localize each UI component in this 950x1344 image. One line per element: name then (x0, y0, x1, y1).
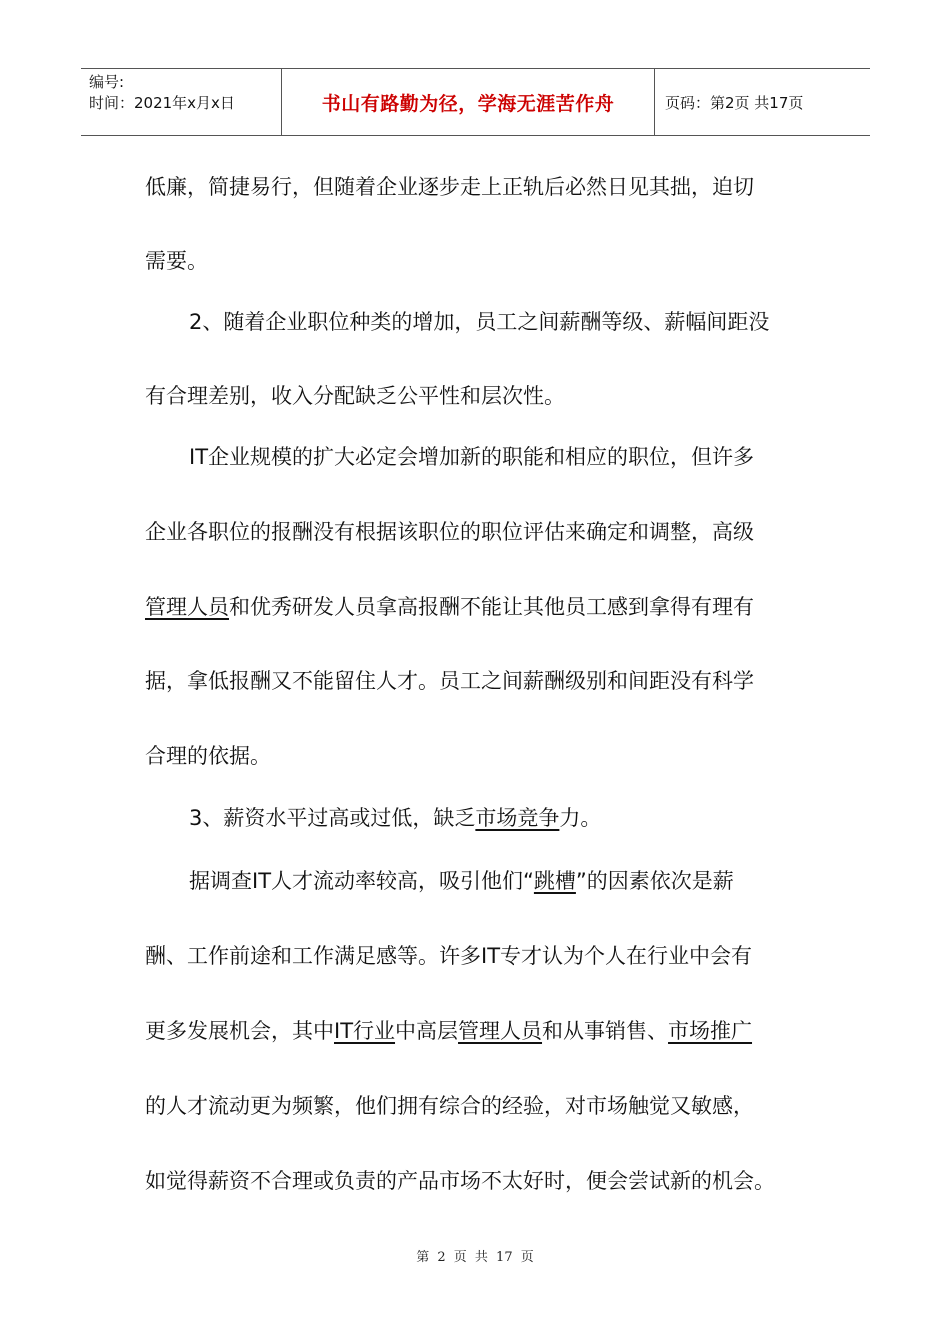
header-table (81, 68, 870, 136)
number-label: 编号: (89, 73, 125, 91)
text-span: 3、薪资水平过高或过低，缺乏 (189, 806, 476, 830)
link-management-staff[interactable]: 管理人员 (145, 595, 229, 619)
link-market-competition[interactable]: 市场竞争 (475, 806, 560, 830)
text-line: 合理的依据。 (145, 744, 271, 768)
text-line: 需要。 (145, 249, 208, 273)
text-line: 的人才流动更为频繁，他们拥有综合的经验，对市场触觉又敏感， (145, 1094, 754, 1118)
text-line (145, 1016, 752, 1046)
text-span: 更多发展机会，其中 (145, 1019, 334, 1043)
text-line: 如觉得薪资不合理或负责的产品市场不太好时，便会尝试新的机会。 (145, 1169, 775, 1193)
link-job-hopping[interactable]: 跳槽 (533, 869, 576, 893)
link-management-staff[interactable]: 管理人员 (458, 1019, 543, 1043)
text-line (189, 803, 601, 833)
text-span: 力。 (559, 806, 602, 830)
date-label: 时间：2021年x月x日 (89, 94, 235, 112)
text-line: 低廉，简捷易行，但随着企业逐步走上正轨后必然日见其拙，迫切 (145, 175, 754, 199)
text-line: 有合理差别，收入分配缺乏公平性和层次性。 (145, 384, 565, 408)
text-span: 据调查IT人才流动率较高，吸引他们“ (189, 869, 534, 893)
text-line: IT企业规模的扩大必定会增加新的职能和相应的职位，但许多 (189, 445, 755, 469)
header-left-cell (81, 69, 281, 135)
link-it-industry[interactable]: IT行业 (334, 1019, 396, 1043)
page-footer: 第 2 页 共 17 页 (416, 1250, 534, 1265)
text-line (189, 866, 734, 896)
header-page-code: 页码：第2页 共17页 (665, 93, 804, 112)
text-line: 企业各职位的报酬没有根据该职位的职位评估来确定和调整，高级 (145, 520, 754, 544)
link-marketing[interactable]: 市场推广 (668, 1019, 753, 1043)
text-span: 中高层 (395, 1019, 459, 1043)
text-line (145, 592, 754, 622)
text-span: 和从事销售、 (542, 1019, 669, 1043)
text-line: 酬、工作前途和工作满足感等。许多IT专才认为个人在行业中会有 (145, 944, 753, 968)
header-motto: 书山有路勤为径，学海无涯苦作舟 (321, 92, 615, 115)
text-line: 2、随着企业职位种类的增加，员工之间薪酬等级、薪幅间距没 (189, 310, 770, 334)
text-span: 和优秀研发人员拿高报酬不能让其他员工感到拿得有理有 (229, 595, 754, 619)
text-line: 据，拿低报酬又不能留住人才。员工之间薪酬级别和间距没有科学 (145, 669, 754, 693)
text-span: ”的因素依次是薪 (575, 869, 734, 893)
